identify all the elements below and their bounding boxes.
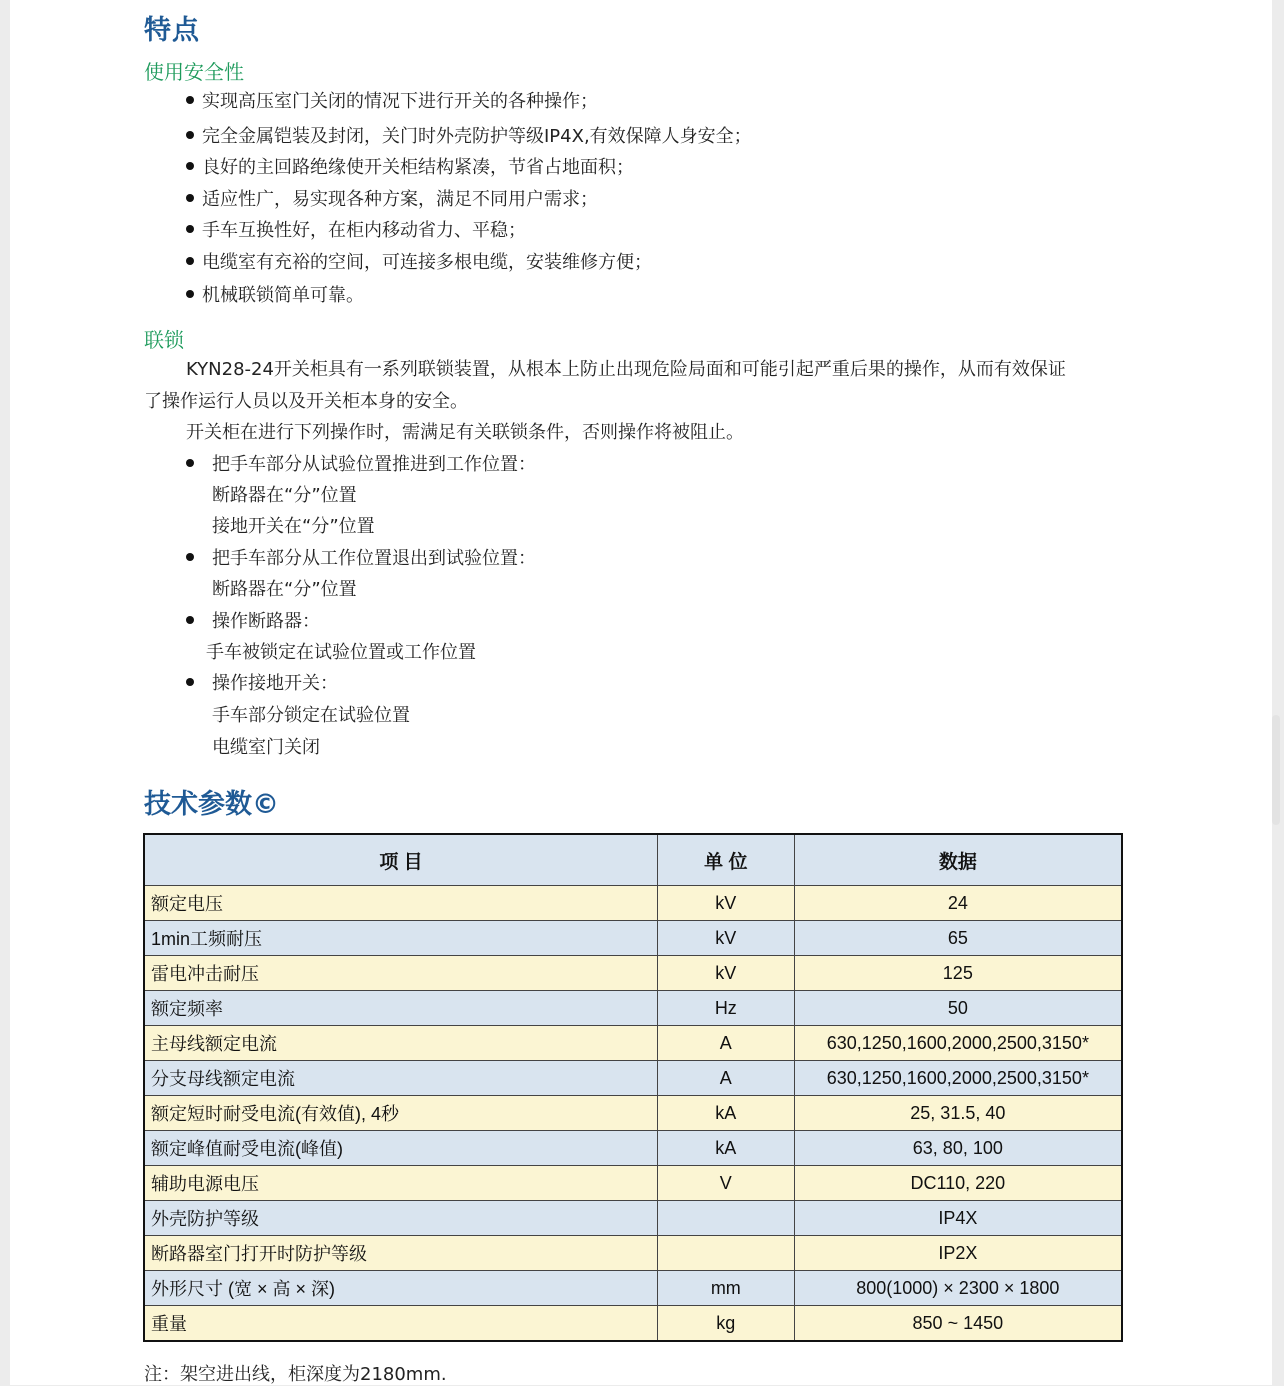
cell-value: IP4X (794, 1201, 1122, 1236)
cell-item: 额定峰值耐受电流(峰值) (144, 1131, 657, 1166)
table-row (144, 1306, 1122, 1342)
cell-item: 分支母线额定电流 (144, 1061, 657, 1096)
safety-item: 机械联锁简单可靠。 (202, 285, 364, 306)
cell-item: 额定短时耐受电流(有效值), 4秒 (144, 1096, 657, 1131)
cell-item: 重量 (144, 1306, 657, 1342)
table-row (144, 1096, 1122, 1131)
document-page (10, 0, 1272, 1385)
cell-value: 850 ~ 1450 (794, 1306, 1122, 1342)
cell-unit: Hz (657, 991, 794, 1026)
cell-unit: kA (657, 1131, 794, 1166)
operation-title: 操作断路器： (212, 611, 320, 632)
interlock-subtitle: 联锁 (144, 328, 184, 352)
cell-unit (657, 1236, 794, 1271)
cell-item: 1min工频耐压 (144, 921, 657, 956)
cell-item: 主母线额定电流 (144, 1026, 657, 1061)
header-item: 项 目 (144, 834, 657, 886)
cell-unit (657, 1201, 794, 1236)
bullet-dot (186, 131, 194, 139)
safety-item: 实现高压室门关闭的情况下进行开关的各种操作； (202, 91, 598, 112)
table-row (144, 921, 1122, 956)
table-row (144, 1236, 1122, 1271)
cell-unit: V (657, 1166, 794, 1201)
cell-value: IP2X (794, 1236, 1122, 1271)
scrollbar-thumb[interactable] (1272, 715, 1280, 825)
cell-value: 63, 80, 100 (794, 1131, 1122, 1166)
cell-unit: kg (657, 1306, 794, 1342)
table-row (144, 956, 1122, 991)
table-row (144, 886, 1122, 921)
safety-item: 电缆室有充裕的空间，可连接多根电缆，安装维修方便； (202, 252, 652, 273)
cell-value: DC110, 220 (794, 1166, 1122, 1201)
operation-condition: 电缆室门关闭 (212, 737, 320, 758)
operation-condition: 手车被锁定在试验位置或工作位置 (206, 642, 476, 663)
table-header-row (144, 834, 1122, 886)
bullet-dot (186, 290, 194, 298)
cell-value: 50 (794, 991, 1122, 1026)
header-unit: 单 位 (657, 834, 794, 886)
safety-item: 适应性广，易实现各种方案，满足不同用户需求； (202, 189, 598, 210)
operation-title: 把手车部分从试验位置推进到工作位置： (212, 454, 536, 475)
interlock-paragraph-2: 开关柜在进行下列操作时，需满足有关联锁条件，否则操作将被阻止。 (186, 422, 744, 443)
tech-params-heading: 技术参数© (144, 789, 279, 820)
cell-unit: kV (657, 886, 794, 921)
cell-item: 辅助电源电压 (144, 1166, 657, 1201)
table-row (144, 991, 1122, 1026)
interlock-paragraph-line1: KYN28-24开关柜具有一系列联锁装置，从根本上防止出现危险局面和可能引起严重后果的操作，从而有效保证 (186, 359, 1066, 380)
bullet-dot (186, 459, 194, 467)
cell-item: 断路器室门打开时防护等级 (144, 1236, 657, 1271)
cell-unit: A (657, 1026, 794, 1061)
operation-title: 操作接地开关： (212, 673, 338, 694)
table-row (144, 1201, 1122, 1236)
bullet-dot (186, 678, 194, 686)
header-data: 数据 (794, 834, 1122, 886)
cell-value: 25, 31.5, 40 (794, 1096, 1122, 1131)
table-row (144, 1166, 1122, 1201)
cell-unit: kV (657, 921, 794, 956)
cell-value: 24 (794, 886, 1122, 921)
safety-item: 良好的主回路绝缘使开关柜结构紧凑，节省占地面积； (202, 157, 634, 178)
bullet-dot (186, 96, 194, 104)
safety-item: 手车互换性好，在柜内移动省力、平稳； (202, 220, 526, 241)
table-row (144, 1026, 1122, 1061)
features-heading: 特点 (144, 15, 200, 46)
table-row (144, 1271, 1122, 1306)
bullet-dot (186, 194, 194, 202)
operation-condition: 断路器在“分”位置 (212, 579, 357, 600)
table-row (144, 1131, 1122, 1166)
cell-unit: kA (657, 1096, 794, 1131)
tech-params-table (143, 833, 1123, 1342)
cell-value: 630,1250,1600,2000,2500,3150* (794, 1026, 1122, 1061)
cell-unit: kV (657, 956, 794, 991)
cell-value: 65 (794, 921, 1122, 956)
cell-unit: mm (657, 1271, 794, 1306)
bullet-dot (186, 257, 194, 265)
cell-item: 额定电压 (144, 886, 657, 921)
cell-unit: A (657, 1061, 794, 1096)
operation-condition: 接地开关在“分”位置 (212, 516, 375, 537)
bullet-dot (186, 225, 194, 233)
safety-item: 完全金属铠装及封闭，关门时外壳防护等级IP4X,有效保障人身安全； (202, 126, 752, 147)
cell-value: 125 (794, 956, 1122, 991)
interlock-paragraph-line2: 了操作运行人员以及开关柜本身的安全。 (144, 391, 468, 412)
operation-title: 把手车部分从工作位置退出到试验位置： (212, 548, 536, 569)
table-row (144, 1061, 1122, 1096)
cell-item: 外形尺寸 (宽 × 高 × 深) (144, 1271, 657, 1306)
bullet-dot (186, 553, 194, 561)
operation-condition: 手车部分锁定在试验位置 (212, 705, 410, 726)
cell-item: 外壳防护等级 (144, 1201, 657, 1236)
table-footnote: 注：架空进出线，柜深度为2180mm. (144, 1364, 447, 1385)
safety-subtitle: 使用安全性 (144, 60, 244, 84)
bullet-dot (186, 162, 194, 170)
bullet-dot (186, 616, 194, 624)
cell-item: 雷电冲击耐压 (144, 956, 657, 991)
cell-value: 630,1250,1600,2000,2500,3150* (794, 1061, 1122, 1096)
operation-condition: 断路器在“分”位置 (212, 485, 357, 506)
cell-item: 额定频率 (144, 991, 657, 1026)
cell-value: 800(1000) × 2300 × 1800 (794, 1271, 1122, 1306)
